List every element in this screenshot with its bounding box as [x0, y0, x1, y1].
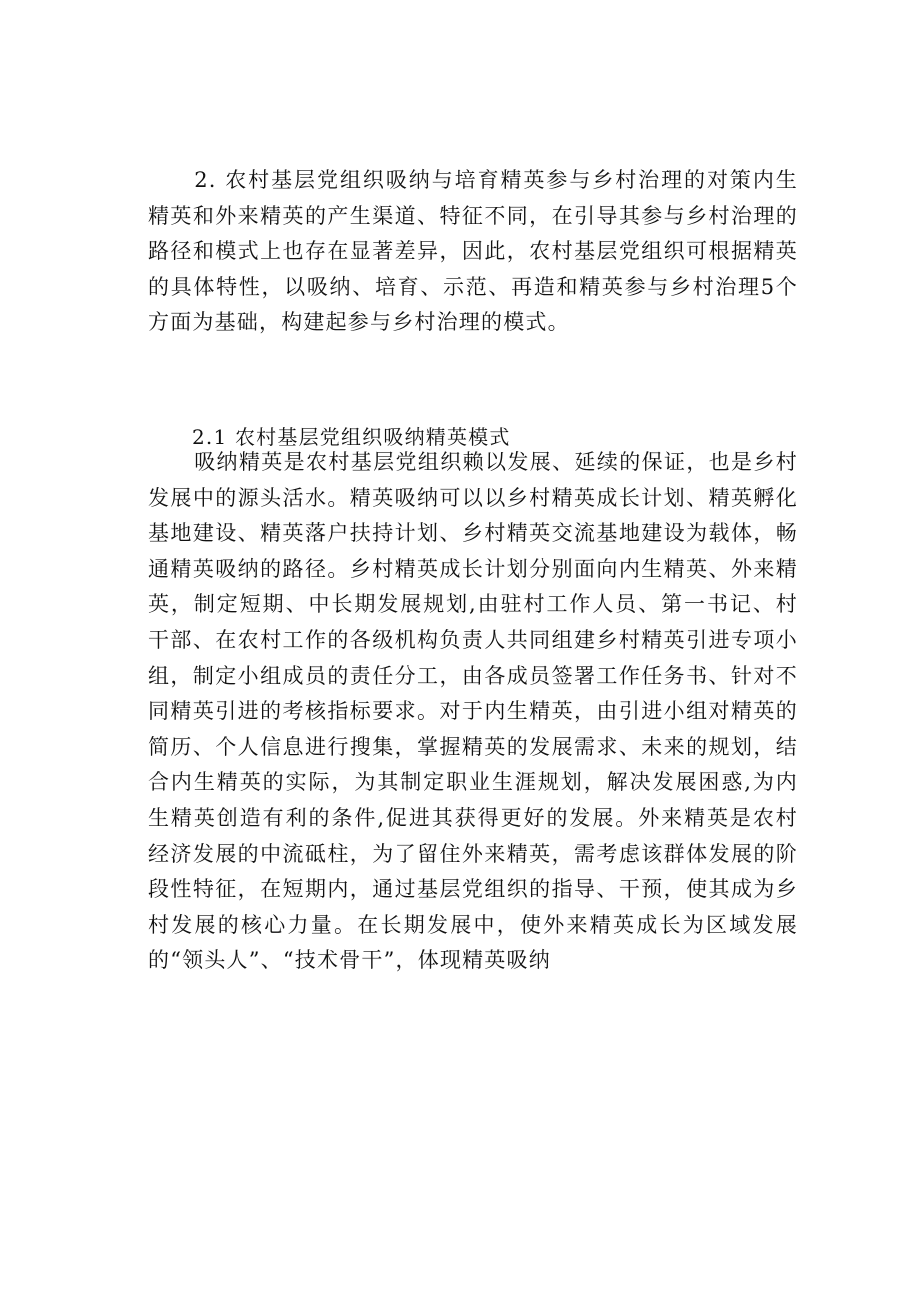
paragraph-text: 2. 农村基层党组织吸纳与培育精英参与乡村治理的对策内生精英和外来精英的产生渠道、特征不同，在引导其参与乡村治理的路径和模式上也存在显著差异，因此，农村基层党组织可根据精英的具体特性，以吸纳、培育、示范、再造和精英参与乡村治理5个方面为基础，构建起参与乡村治理的模式。	[148, 168, 798, 335]
section-heading-text: 2.1 农村基层党组织吸纳精英模式	[192, 425, 511, 449]
paragraph-text: 吸纳精英是农村基层党组织赖以发展、延续的保证，也是乡村发展中的源头活水。精英吸纳可以以乡村精英成长计划、精英孵化基地建设、精英落户扶持计划、乡村精英交流基地建设为载体，畅通精英吸纳的路径。乡村精英成长计划分别面向内生精英、外来精英，制定短期、中长期发展规划,由驻村工作人员、第一书记、村干部、在农村工作的各级机构负责人共同组建乡村精英引进专项小组，制定小组成员的责任分工，由各成员签署工作任务书、针对不同精英引进的考核指标要求。对于内生精英，由引进小组对精英的简历、个人信息进行搜集，掌握精英的发展需求、未来的规划，结合内生精英的实际，为其制定职业生涯规划，解决发展困惑,为内生精英创造有利的条件,促进其获得更好的发展。外来精英是农村经济发展的中流砥柱，为了留住外来精英，需考虑该群体发展的阶段性特征，在短期内，通过基层党组织的指导、干预，使其成为乡村发展的核心力量。在长期发展中，使外来精英成长为区域发展的“领头人”、“技术骨干”，体现精英吸纳	[148, 450, 798, 973]
paragraph-elite-absorption	[148, 445, 798, 979]
paragraph-countermeasures	[148, 163, 798, 341]
